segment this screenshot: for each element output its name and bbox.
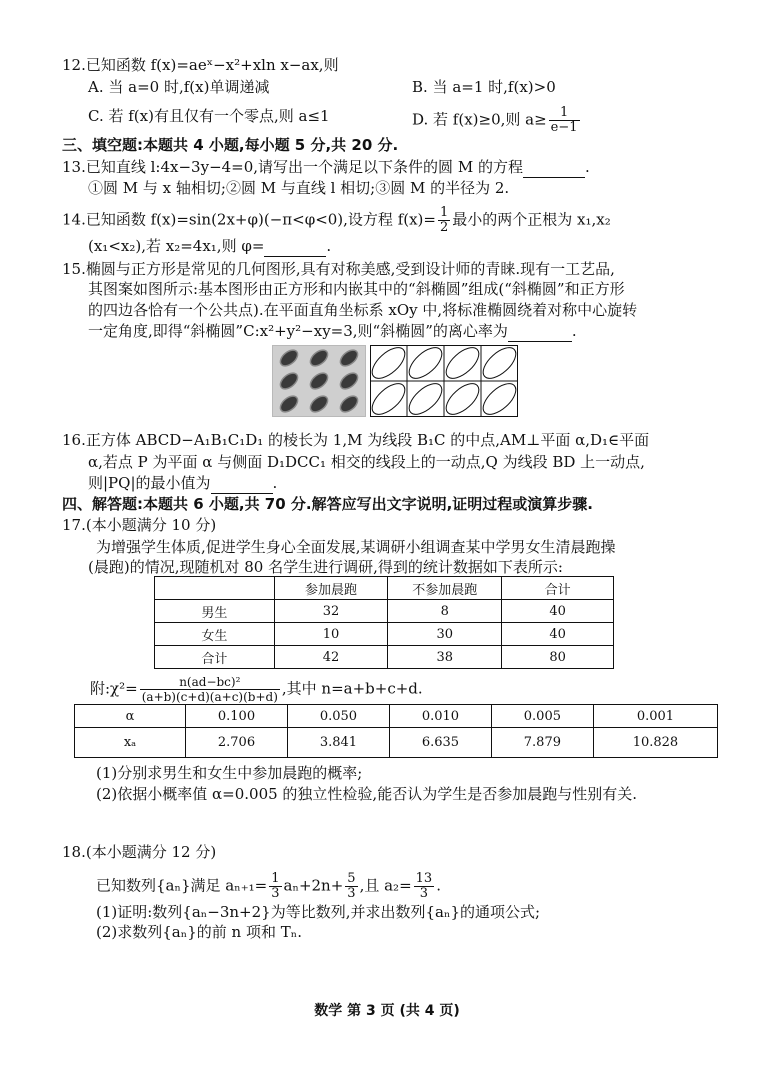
table-cell: 3.841 bbox=[287, 728, 389, 758]
q18-subquestion-1: (1)证明:数列{aₙ−3n+2}为等比数列,并求出数列{aₙ}的通项公式; bbox=[96, 903, 541, 921]
q18-heading: 18.(本小题满分 12 分) bbox=[62, 843, 217, 861]
q14-line1: 14.已知函数 f(x)=sin(2x+φ)(−π<φ<0),设方程 f(x)= $\frac{1}{2}$ 最小的两个正根为 x₁,x₂ bbox=[62, 205, 611, 235]
table-row bbox=[75, 705, 718, 728]
table-cell: 30 bbox=[388, 623, 502, 646]
q15-line1: 15.椭圆与正方形是常见的几何图形,具有对称美感,受到设计师的青睐.现有一工艺品, bbox=[62, 260, 615, 278]
q17-subquestion-1: (1)分别求男生和女生中参加晨跑的概率; bbox=[96, 764, 363, 782]
q18-subquestion-2: (2)求数列{aₙ}的前 n 项和 Tₙ. bbox=[96, 923, 302, 941]
q15-line4: 一定角度,即得“斜椭圆”C:x²+y²−xy=3,则“斜椭圆”的离心率为 . bbox=[88, 322, 577, 340]
q16-line3: 则|PQ|的最小值为 . bbox=[88, 474, 278, 492]
q12-option-c: C. 若 f(x)有且仅有一个零点,则 a≤1 bbox=[88, 107, 330, 125]
table-row bbox=[155, 646, 614, 669]
table-cell: 合计 bbox=[155, 646, 275, 669]
q16-line1: 16.正方体 ABCD−A₁B₁C₁D₁ 的棱长为 1,M 为线段 B₁C 的中点,AM⊥平面 α,D₁∈平面 bbox=[62, 431, 650, 449]
table-row bbox=[155, 600, 614, 623]
q13-line1: 13.已知直线 l:4x−3y−4=0,请写出一个满足以下条件的圆 M 的方程 . bbox=[62, 158, 590, 176]
table-cell: 8 bbox=[388, 600, 502, 623]
section-4-heading: 四、解答题:本题共 6 小题,共 70 分.解答应写出文字说明,证明过程或演算步骤. bbox=[62, 495, 593, 513]
q12-option-d: D. 若 f(x)≥0,则 a≥ $\frac{1}{e-1}$ bbox=[412, 105, 578, 135]
tilted-ellipse-pattern-figure bbox=[370, 345, 518, 417]
table-cell: 0.001 bbox=[593, 705, 717, 728]
table-header-row bbox=[155, 577, 614, 600]
q17-heading: 17.(本小题满分 10 分) bbox=[62, 516, 217, 534]
q15-line2: 其图案如图所示:基本图形由正方形和内嵌其中的“斜椭圆”组成(“斜椭圆”和正方形 bbox=[88, 280, 625, 298]
table-cell: 0.010 bbox=[389, 705, 491, 728]
q16-line2: α,若点 P 为平面 α 与侧面 D₁DCC₁ 相交的线段上的一动点,Q 为线段 BD 上一动点, bbox=[88, 453, 645, 471]
q12-option-b: B. 当 a=1 时,f(x)>0 bbox=[412, 78, 556, 96]
table-cell: 38 bbox=[388, 646, 502, 669]
table-header-cell: 不参加晨跑 bbox=[388, 577, 502, 600]
table-header-cell: 合计 bbox=[502, 577, 614, 600]
chi-square-formula: 附:χ²= $\frac{\text{n(ad−bc)²}}{(a+b)(c+d)(a+c)(b+d)}$ ,其中 n=a+b+c+d. bbox=[90, 675, 423, 704]
q15-line3: 的四边各恰有一个公共点).在平面直角坐标系 xOy 中,将标准椭圆绕着对称中心旋转 bbox=[88, 301, 638, 319]
table-cell: 40 bbox=[502, 623, 614, 646]
table-cell: 0.050 bbox=[287, 705, 389, 728]
table-cell: 0.100 bbox=[186, 705, 288, 728]
q18-sequence-definition: 已知数列{aₙ}满足 aₙ₊₁= $\frac{1}{3}$ aₙ+2n+ $\frac{5}{3}$ ,且 a₂= $\frac{13}{3}$ . bbox=[96, 871, 441, 901]
page-footer: 数学 第 3 页 (共 4 页) bbox=[314, 1003, 460, 1019]
q12-option-a: A. 当 a=0 时,f(x)单调递减 bbox=[88, 78, 270, 96]
table-cell: 0.005 bbox=[491, 705, 593, 728]
section-3-heading: 三、填空题:本题共 4 小题,每小题 5 分,共 20 分. bbox=[62, 136, 399, 154]
table-cell: 40 bbox=[502, 600, 614, 623]
table-cell: 80 bbox=[502, 646, 614, 669]
q17-subquestion-2: (2)依据小概率值 α=0.005 的独立性检验,能否认为学生是否参加晨跑与性别有关. bbox=[96, 785, 637, 803]
table-header-cell: 参加晨跑 bbox=[274, 577, 388, 600]
table-cell: 42 bbox=[274, 646, 388, 669]
table-cell: 2.706 bbox=[186, 728, 288, 758]
table-cell: 10.828 bbox=[593, 728, 717, 758]
table-cell: xₐ bbox=[75, 728, 186, 758]
table-cell: 6.635 bbox=[389, 728, 491, 758]
table-cell: 女生 bbox=[155, 623, 275, 646]
table-cell: 10 bbox=[274, 623, 388, 646]
q13-line2: ①圆 M 与 x 轴相切;②圆 M 与直线 l 相切;③圆 M 的半径为 2. bbox=[88, 179, 510, 197]
q14-line2: (x₁<x₂),若 x₂=4x₁,则 φ= . bbox=[88, 237, 332, 255]
table-header-cell bbox=[155, 577, 275, 600]
q17-para-line1: 为增强学生体质,促进学生身心全面发展,某调研小组调查某中学男女生清晨跑操 bbox=[96, 538, 616, 556]
table-row bbox=[75, 728, 718, 758]
table-cell: 7.879 bbox=[491, 728, 593, 758]
table-cell: 32 bbox=[274, 600, 388, 623]
q17-para-line2: (晨跑)的情况,现随机对 80 名学生进行调研,得到的统计数据如下表所示: bbox=[88, 558, 563, 576]
survey-contingency-table bbox=[154, 576, 614, 669]
table-cell: α bbox=[75, 705, 186, 728]
table-row bbox=[155, 623, 614, 646]
craft-photo-figure bbox=[272, 345, 366, 417]
table-cell: 男生 bbox=[155, 600, 275, 623]
critical-value-table bbox=[74, 704, 718, 758]
q12-stem: 12.已知函数 f(x)=aeˣ−x²+xln x−ax,则 bbox=[62, 56, 339, 74]
